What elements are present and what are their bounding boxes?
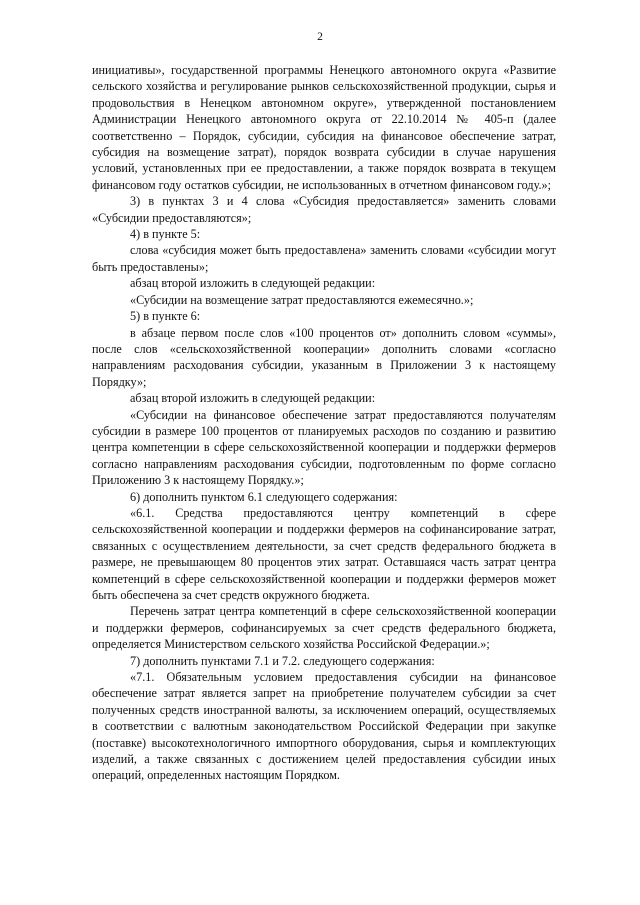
paragraph: «Субсидии на финансовое обеспечение затрат предоставляются получателям субсидии в размере 100 процентов от планируемых расходов по созданию и развитию центра компетенции в сфере сельскохозяйственной кооперации и поддержки фермеров согласно направлениям расходования субсидии, подготовленным по форме согласно Приложению 3 к настоящему Порядку.»; [92,407,556,488]
paragraph: «7.1. Обязательным условием предоставления субсидии на финансовое обеспечение затрат является запрет на приобретение получателем субсидии за счет полученных средств иностранной валюты, за исключением операций, осуществляемых в соответствии с валютным законодательством Российской Федерации при закупке (поставке) высокотехнологичного импортного оборудования, сырья и комплектующих изделий, а также связанных с достижением целей предоставления субсидии иных операций, определенных настоящим Порядком. [92,670,556,783]
paragraph: 6) дополнить пунктом 6.1 следующего содержания: [130,489,398,504]
page-number: 2 [317,31,323,43]
paragraph: «Субсидии на возмещение затрат предоставляются ежемесячно.»; [130,292,474,307]
paragraph: в абзаце первом после слов «100 процентов от» дополнить словом «суммы», после слов «сельскохозяйственной кооперации» дополнить словами «согласно направлениям расходования субсидии, указанным в Приложении 3 к настоящему Порядку»; [92,325,556,389]
paragraph: Перечень затрат центра компетенций в сфере сельскохозяйственной кооперации и поддержки фермеров, софинансируемых за счет средств федерального бюджета, определяется Министерством сельского хозяйства Российской Федерации.»; [92,604,556,652]
paragraph: инициативы», государственной программы Ненецкого автономного округа «Развитие сельского хозяйства и регулирование рынков сельскохозяйственной продукции, сырья и продовольствия в Ненецком автономном округе», утвержденной постановлением Администрации Ненецкого автономного округа от 22.10.2014 № 405-п (далее соответственно – Порядок, субсидии, субсидия на финансовое обеспечение затрат, субсидия на возмещение затрат), порядок возврата субсидии в случае нарушения условий, установленных при ее предоставлении, а также порядок возврата в текущем финансовом году остатков субсидии, не использованных в отчетном финансовом году.»; [92,63,556,192]
paragraph: «6.1. Средства предоставляются центру компетенций в сфере сельскохозяйственной кооперации и поддержки фермеров на софинансирование затрат, связанных с осуществлением деятельности, за счет средств федерального бюджета в размере, не превышающем 80 процентов этих затрат. Оставшаяся часть затрат центра компетенций в сфере сельскохозяйственной кооперации и поддержки фермеров может быть обеспечена за счет средств окружного бюджета. [92,505,556,602]
paragraph: 4) в пункте 5: [130,227,201,242]
paragraph: слова «субсидия может быть предоставлена» заменить словами «субсидии могут быть предоставлены»; [92,243,556,274]
paragraph: 7) дополнить пунктами 7.1 и 7.2. следующего содержания: [130,653,435,668]
paragraph: 3) в пунктах 3 и 4 слова «Субсидия предоставляется» заменить словами «Субсидии предоставляются»; [92,194,556,225]
document-body [92,62,556,784]
paragraph: абзац второй изложить в следующей редакции: [130,391,376,406]
paragraph: 5) в пункте 6: [130,309,201,324]
paragraph: абзац второй изложить в следующей редакции: [130,276,376,291]
